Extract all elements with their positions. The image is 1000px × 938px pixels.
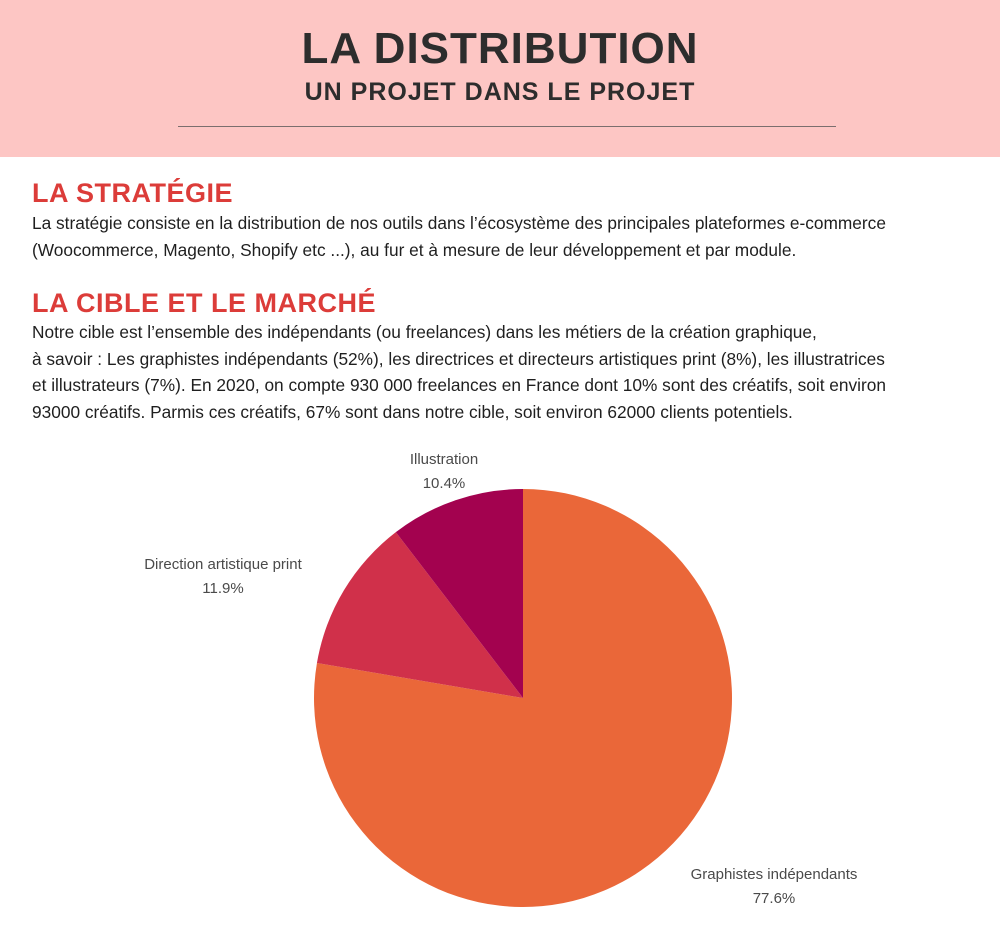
target-heading: LA CIBLE ET LE MARCHÉ — [32, 288, 376, 318]
page-subtitle: UN PROJET DANS LE PROJET — [304, 78, 696, 106]
slice-value-illustration: 10.4% — [422, 475, 466, 492]
slice-label-direction-artistique-print: Direction artistique print — [144, 556, 302, 573]
strategy-paragraph — [32, 210, 977, 263]
target-line: et illustrateurs (7%). En 2020, on compte 930 000 freelances en France dont 10% sont des créatifs, soit environ — [32, 375, 886, 395]
target-paragraph — [32, 319, 977, 425]
header-divider — [178, 126, 836, 127]
page-title: LA DISTRIBUTION — [301, 24, 699, 73]
strategy-line: (Woocommerce, Magento, Shopify etc ...), au fur et à mesure de leur développement et par module. — [32, 239, 797, 260]
target-line: 93000 créatifs. Parmis ces créatifs, 67% sont dans notre cible, soit environ 62000 clients potentiels. — [32, 401, 793, 422]
slice-value-graphistes-independants: 77.6% — [752, 890, 796, 907]
pie-chart — [0, 440, 1000, 938]
target-line: Notre cible est l’ensemble des indépendants (ou freelances) dans les métiers de la création graphique, — [32, 322, 817, 342]
slice-label-graphistes-independants: Graphistes indépendants — [690, 866, 858, 883]
slice-label-illustration: Illustration — [409, 451, 479, 468]
strategy-heading: LA STRATÉGIE — [32, 178, 233, 208]
slice-value-direction-artistique-print: 11.9% — [202, 580, 244, 597]
target-line: à savoir : Les graphistes indépendants (52%), les directrices et directeurs artistiques print (8%), les illustratrices — [32, 348, 885, 369]
header-banner — [0, 0, 1000, 157]
strategy-line: La stratégie consiste en la distribution de nos outils dans l’écosystème des principales plateformes e-commerce — [32, 213, 886, 233]
pie-chart-svg — [0, 440, 1000, 938]
